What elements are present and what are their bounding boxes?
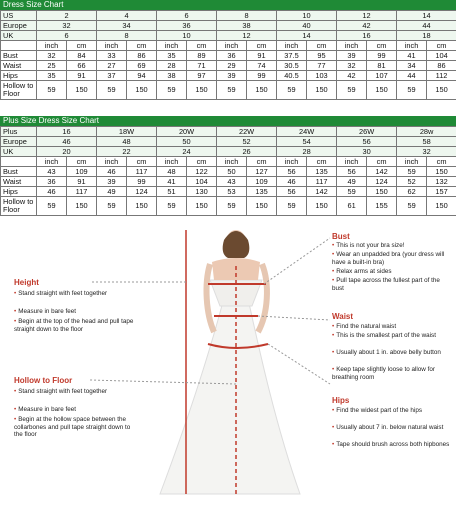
unit-cell: cm bbox=[187, 157, 217, 167]
row-label: Hips bbox=[1, 187, 37, 197]
size-cell: 34 bbox=[97, 21, 157, 31]
measure-cell: 150 bbox=[187, 81, 217, 100]
measure-cell: 39 bbox=[217, 71, 247, 81]
measure-row bbox=[1, 51, 456, 61]
measure-cell: 91 bbox=[67, 177, 97, 187]
row-label: UK bbox=[1, 147, 37, 157]
measure-cell: 66 bbox=[67, 61, 97, 71]
measure-cell: 62 bbox=[397, 187, 427, 197]
size-cell: 38 bbox=[217, 21, 277, 31]
measure-row bbox=[1, 187, 456, 197]
measure-cell: 150 bbox=[67, 197, 97, 216]
measure-row bbox=[1, 167, 456, 177]
size-cell: 14 bbox=[397, 11, 456, 21]
measure-cell: 49 bbox=[97, 187, 127, 197]
unit-cell: inch bbox=[37, 41, 67, 51]
size-cell: 16 bbox=[337, 31, 397, 41]
measure-cell: 59 bbox=[217, 81, 247, 100]
measure-cell: 56 bbox=[337, 167, 367, 177]
right-arm bbox=[258, 264, 267, 332]
size-cell: 20W bbox=[157, 127, 217, 137]
measure-cell: 59 bbox=[37, 81, 67, 100]
row-label: Hollow to Floor bbox=[1, 81, 37, 100]
measure-cell: 94 bbox=[127, 71, 157, 81]
unit-cell: inch bbox=[277, 41, 307, 51]
size-cell: 10 bbox=[157, 31, 217, 41]
size-cell: 28w bbox=[397, 127, 456, 137]
measure-cell: 69 bbox=[127, 61, 157, 71]
unit-cell: cm bbox=[427, 157, 456, 167]
hair bbox=[223, 231, 250, 258]
measure-cell: 71 bbox=[187, 61, 217, 71]
size-cell: 4 bbox=[97, 11, 157, 21]
measure-cell: 28 bbox=[157, 61, 187, 71]
size-row bbox=[1, 137, 456, 147]
row-label: Europe bbox=[1, 137, 37, 147]
measure-cell: 52 bbox=[397, 177, 427, 187]
measure-cell: 59 bbox=[157, 81, 187, 100]
measure-cell: 104 bbox=[427, 51, 456, 61]
measure-cell: 124 bbox=[127, 187, 157, 197]
plus-size-table bbox=[0, 126, 456, 216]
size-cell: 12 bbox=[217, 31, 277, 41]
plus-chart-title: Plus Size Dress Size Chart bbox=[3, 116, 99, 125]
measure-cell: 61 bbox=[337, 197, 367, 216]
measure-cell: 74 bbox=[247, 61, 277, 71]
unit-cell: cm bbox=[187, 41, 217, 51]
measure-cell: 104 bbox=[187, 177, 217, 187]
unit-cell: inch bbox=[217, 41, 247, 51]
measure-cell: 46 bbox=[37, 187, 67, 197]
bust-line-3: • Relax arms at sides bbox=[332, 268, 450, 276]
measure-cell: 124 bbox=[367, 177, 397, 187]
measure-cell: 59 bbox=[157, 197, 187, 216]
size-cell: 32 bbox=[397, 147, 456, 157]
height-title: Height bbox=[14, 278, 39, 287]
size-cell: 8 bbox=[217, 11, 277, 21]
size-cell: 10 bbox=[277, 11, 337, 21]
waist-line-2: • This is the smallest part of the waist bbox=[332, 332, 450, 340]
measure-cell: 32 bbox=[337, 61, 367, 71]
size-row bbox=[1, 21, 456, 31]
left-arm bbox=[207, 264, 214, 332]
measure-cell: 49 bbox=[337, 177, 367, 187]
size-cell: 48 bbox=[97, 137, 157, 147]
measure-cell: 41 bbox=[157, 177, 187, 187]
unit-cell: inch bbox=[157, 41, 187, 51]
hips-connector bbox=[268, 344, 330, 384]
measure-cell: 117 bbox=[307, 177, 337, 187]
unit-cell: inch bbox=[337, 157, 367, 167]
standard-chart-title: Dress Size Chart bbox=[3, 0, 63, 9]
measure-cell: 59 bbox=[397, 197, 427, 216]
size-row bbox=[1, 147, 456, 157]
size-cell: 36 bbox=[157, 21, 217, 31]
unit-cell: cm bbox=[127, 157, 157, 167]
measure-cell: 135 bbox=[247, 187, 277, 197]
unit-cell: cm bbox=[367, 157, 397, 167]
measure-cell: 135 bbox=[307, 167, 337, 177]
row-label: US bbox=[1, 11, 37, 21]
measure-cell: 34 bbox=[397, 61, 427, 71]
unit-cell: cm bbox=[307, 41, 337, 51]
measure-cell: 25 bbox=[37, 61, 67, 71]
row-label: Europe bbox=[1, 21, 37, 31]
waist-line-1: • Find the natural waist bbox=[332, 323, 450, 331]
bust-connector bbox=[264, 238, 330, 284]
measure-cell: 37.5 bbox=[277, 51, 307, 61]
measure-cell: 39 bbox=[337, 51, 367, 61]
measure-cell: 35 bbox=[157, 51, 187, 61]
measure-cell: 142 bbox=[307, 187, 337, 197]
measure-cell: 127 bbox=[247, 167, 277, 177]
size-cell: 26 bbox=[217, 147, 277, 157]
unit-cell: inch bbox=[397, 157, 427, 167]
size-row bbox=[1, 11, 456, 21]
measure-cell: 150 bbox=[247, 197, 277, 216]
measure-cell: 56 bbox=[277, 167, 307, 177]
size-cell: 2 bbox=[37, 11, 97, 21]
measure-cell: 36 bbox=[37, 177, 67, 187]
measure-cell: 59 bbox=[37, 197, 67, 216]
measure-cell: 99 bbox=[127, 177, 157, 187]
size-cell: 20 bbox=[37, 147, 97, 157]
size-cell: 6 bbox=[157, 11, 217, 21]
row-label: Waist bbox=[1, 177, 37, 187]
measure-cell: 59 bbox=[397, 81, 427, 100]
size-cell: 24 bbox=[157, 147, 217, 157]
size-cell: 28 bbox=[277, 147, 337, 157]
unit-cell: inch bbox=[37, 157, 67, 167]
height-line-2: • Measure in bare feet bbox=[14, 308, 134, 316]
plus-chart-title-bar bbox=[0, 116, 456, 126]
measure-cell: 157 bbox=[427, 187, 456, 197]
measure-cell: 117 bbox=[127, 167, 157, 177]
unit-cell: cm bbox=[307, 157, 337, 167]
unit-row bbox=[1, 41, 456, 51]
measure-cell: 95 bbox=[307, 51, 337, 61]
measure-cell: 150 bbox=[307, 81, 337, 100]
size-row bbox=[1, 127, 456, 137]
measure-cell: 35 bbox=[37, 71, 67, 81]
size-cell: 14 bbox=[277, 31, 337, 41]
unit-cell: inch bbox=[277, 157, 307, 167]
measure-cell: 103 bbox=[307, 71, 337, 81]
bust-line-2: • Wear an unpadded bra (your dress will have a built-in bra) bbox=[332, 251, 450, 266]
measure-cell: 142 bbox=[367, 167, 397, 177]
measure-cell: 40.5 bbox=[277, 71, 307, 81]
hollow-line-3: • Begin at the hollow space between the collarbones and pull tape straight down to the floor bbox=[14, 416, 134, 439]
measure-cell: 99 bbox=[367, 51, 397, 61]
size-cell: 40 bbox=[277, 21, 337, 31]
row-label: Plus bbox=[1, 127, 37, 137]
measure-cell: 84 bbox=[67, 51, 97, 61]
unit-cell: cm bbox=[247, 41, 277, 51]
measure-cell: 155 bbox=[367, 197, 397, 216]
size-cell: 22W bbox=[217, 127, 277, 137]
measure-cell: 50 bbox=[217, 167, 247, 177]
measure-cell: 59 bbox=[217, 197, 247, 216]
size-cell: 8 bbox=[97, 31, 157, 41]
size-cell: 58 bbox=[397, 137, 456, 147]
size-cell: 42 bbox=[337, 21, 397, 31]
measure-row bbox=[1, 197, 456, 216]
measure-cell: 117 bbox=[67, 187, 97, 197]
size-cell: 44 bbox=[397, 21, 456, 31]
standard-chart-title-bar bbox=[0, 0, 456, 10]
measure-cell: 109 bbox=[67, 167, 97, 177]
measure-cell: 59 bbox=[337, 81, 367, 100]
bust-line-1: • This is not your bra size! bbox=[332, 242, 450, 250]
unit-cell: cm bbox=[67, 157, 97, 167]
size-cell: 12 bbox=[337, 11, 397, 21]
unit-row bbox=[1, 157, 456, 167]
row-label: Hollow to Floor bbox=[1, 197, 37, 216]
measure-cell: 109 bbox=[247, 177, 277, 187]
measure-row bbox=[1, 177, 456, 187]
measure-cell: 59 bbox=[277, 81, 307, 100]
measure-row bbox=[1, 81, 456, 100]
measure-cell: 99 bbox=[247, 71, 277, 81]
hips-title: Hips bbox=[332, 396, 349, 405]
measure-cell: 150 bbox=[187, 197, 217, 216]
unit-cell: inch bbox=[97, 41, 127, 51]
unit-cell: inch bbox=[397, 41, 427, 51]
unit-cell: cm bbox=[67, 41, 97, 51]
bust-line-4: • Pull tape across the fullest part of the bust bbox=[332, 277, 450, 292]
measure-cell: 59 bbox=[97, 197, 127, 216]
measure-cell: 122 bbox=[187, 167, 217, 177]
measure-cell: 56 bbox=[277, 187, 307, 197]
size-cell: 18W bbox=[97, 127, 157, 137]
unit-cell: cm bbox=[247, 157, 277, 167]
hips-line-2: • Usually about 7 in. below natural waist bbox=[332, 424, 450, 432]
size-cell: 16 bbox=[37, 127, 97, 137]
row-label: Waist bbox=[1, 61, 37, 71]
measure-cell: 43 bbox=[37, 167, 67, 177]
size-cell: 56 bbox=[337, 137, 397, 147]
measure-cell: 91 bbox=[247, 51, 277, 61]
size-cell: 26W bbox=[337, 127, 397, 137]
measure-cell: 59 bbox=[337, 187, 367, 197]
measure-cell: 37 bbox=[97, 71, 127, 81]
measure-cell: 39 bbox=[97, 177, 127, 187]
waist-title: Waist bbox=[332, 312, 353, 321]
measure-cell: 42 bbox=[337, 71, 367, 81]
size-cell: 30 bbox=[337, 147, 397, 157]
measure-cell: 59 bbox=[397, 167, 427, 177]
measure-cell: 130 bbox=[187, 187, 217, 197]
measure-cell: 107 bbox=[367, 71, 397, 81]
hips-line-3: • Tape should brush across both hipbones bbox=[332, 441, 450, 449]
measure-cell: 91 bbox=[67, 71, 97, 81]
measure-cell: 36 bbox=[217, 51, 247, 61]
waist-line-3: • Usually about 1 in. above belly button bbox=[332, 349, 450, 357]
measure-cell: 59 bbox=[277, 197, 307, 216]
row-label: Bust bbox=[1, 167, 37, 177]
measure-cell: 97 bbox=[187, 71, 217, 81]
measure-cell: 132 bbox=[427, 177, 456, 187]
row-label: UK bbox=[1, 31, 37, 41]
measure-row bbox=[1, 61, 456, 71]
waist-connector bbox=[258, 316, 330, 320]
size-cell: 52 bbox=[217, 137, 277, 147]
waist-line-4: • Keep tape slightly loose to allow for breathing room bbox=[332, 366, 450, 381]
measure-cell: 86 bbox=[127, 51, 157, 61]
measure-cell: 81 bbox=[367, 61, 397, 71]
unit-cell: cm bbox=[367, 41, 397, 51]
measure-cell: 150 bbox=[247, 81, 277, 100]
size-cell: 50 bbox=[157, 137, 217, 147]
measure-cell: 150 bbox=[127, 81, 157, 100]
measure-cell: 89 bbox=[187, 51, 217, 61]
height-line-3: • Begin at the top of the head and pull tape straight down to the floor bbox=[14, 318, 134, 333]
hollow-title: Hollow to Floor bbox=[14, 376, 72, 385]
measure-cell: 41 bbox=[397, 51, 427, 61]
size-cell: 32 bbox=[37, 21, 97, 31]
measure-cell: 46 bbox=[97, 167, 127, 177]
measure-cell: 51 bbox=[157, 187, 187, 197]
size-cell: 54 bbox=[277, 137, 337, 147]
measure-cell: 43 bbox=[217, 177, 247, 187]
measure-cell: 33 bbox=[97, 51, 127, 61]
measure-cell: 150 bbox=[367, 187, 397, 197]
size-cell: 22 bbox=[97, 147, 157, 157]
unit-cell: inch bbox=[157, 157, 187, 167]
measure-cell: 59 bbox=[97, 81, 127, 100]
measure-cell: 86 bbox=[427, 61, 456, 71]
size-row bbox=[1, 31, 456, 41]
size-cell: 24W bbox=[277, 127, 337, 137]
measure-cell: 44 bbox=[397, 71, 427, 81]
measure-cell: 32 bbox=[37, 51, 67, 61]
measure-cell: 77 bbox=[307, 61, 337, 71]
size-cell: 18 bbox=[397, 31, 456, 41]
hollow-line-2: • Measure in bare feet bbox=[14, 406, 134, 414]
measure-cell: 30.5 bbox=[277, 61, 307, 71]
measure-cell: 112 bbox=[427, 71, 456, 81]
row-label: Hips bbox=[1, 71, 37, 81]
blank-cell bbox=[1, 41, 37, 51]
measure-cell: 48 bbox=[157, 167, 187, 177]
measure-cell: 150 bbox=[427, 197, 456, 216]
measure-row bbox=[1, 71, 456, 81]
blank-cell bbox=[1, 157, 37, 167]
standard-size-table bbox=[0, 10, 456, 100]
gown-shape bbox=[160, 294, 300, 494]
measure-cell: 150 bbox=[67, 81, 97, 100]
bust-title: Bust bbox=[332, 232, 350, 241]
hollow-line-1: • Stand straight with feet together bbox=[14, 388, 134, 396]
measure-cell: 150 bbox=[127, 197, 157, 216]
unit-cell: inch bbox=[217, 157, 247, 167]
measure-cell: 38 bbox=[157, 71, 187, 81]
measure-cell: 27 bbox=[97, 61, 127, 71]
size-cell: 46 bbox=[37, 137, 97, 147]
unit-cell: cm bbox=[427, 41, 456, 51]
measurement-guide bbox=[0, 224, 456, 500]
measure-cell: 53 bbox=[217, 187, 247, 197]
measure-cell: 46 bbox=[277, 177, 307, 187]
unit-cell: inch bbox=[337, 41, 367, 51]
hips-line-1: • Find the widest part of the hips bbox=[332, 407, 450, 415]
height-line-1: • Stand straight with feet together bbox=[14, 290, 134, 298]
size-cell: 6 bbox=[37, 31, 97, 41]
unit-cell: inch bbox=[97, 157, 127, 167]
row-label: Bust bbox=[1, 51, 37, 61]
measure-cell: 150 bbox=[427, 167, 456, 177]
measure-cell: 150 bbox=[427, 81, 456, 100]
measure-cell: 150 bbox=[367, 81, 397, 100]
unit-cell: cm bbox=[127, 41, 157, 51]
measure-cell: 150 bbox=[307, 197, 337, 216]
measure-cell: 29 bbox=[217, 61, 247, 71]
